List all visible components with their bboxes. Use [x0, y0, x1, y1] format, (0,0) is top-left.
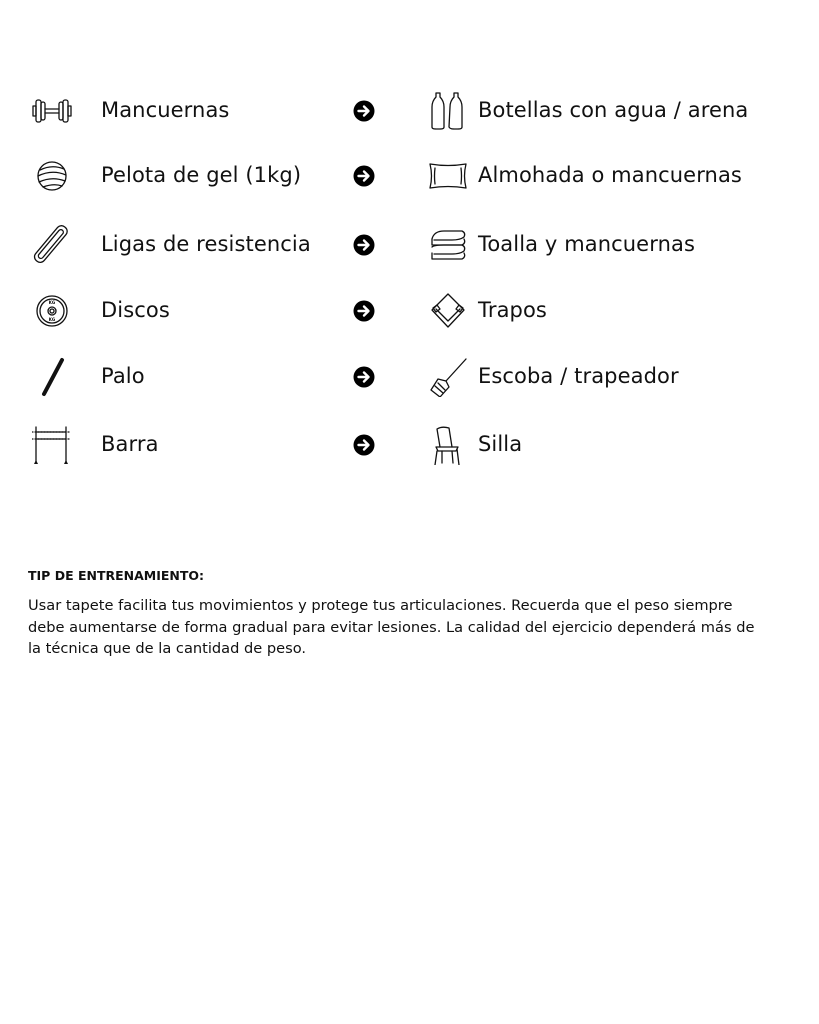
substitution-row — [0, 425, 819, 465]
arrow-right-circle-icon — [353, 434, 375, 456]
bottles-icon — [428, 91, 468, 131]
original-equipment-label: Mancuernas — [101, 98, 230, 122]
tip-title: TIP DE ENTRENAMIENTO: — [28, 568, 205, 583]
substitution-row — [0, 91, 819, 131]
substitute-equipment-label: Escoba / trapeador — [478, 364, 679, 388]
substitution-row — [0, 225, 819, 265]
bar-icon — [32, 425, 72, 465]
arrow-right-circle-icon — [353, 100, 375, 122]
broom-icon — [428, 357, 468, 397]
svg-text:KG: KG — [48, 300, 56, 305]
dumbbell-icon — [32, 91, 72, 131]
svg-text:KG: KG — [48, 317, 56, 322]
substitute-equipment-label: Almohada o mancuernas — [478, 163, 742, 187]
resistance-band-icon — [32, 225, 72, 265]
gel-ball-icon — [32, 156, 72, 196]
substitution-row — [0, 156, 819, 196]
substitute-equipment-label: Silla — [478, 432, 523, 456]
chair-icon — [428, 425, 468, 465]
substitute-equipment-label: Toalla y mancuernas — [478, 232, 695, 256]
pillow-icon — [428, 156, 468, 196]
original-equipment-label: Barra — [101, 432, 159, 456]
substitution-row — [0, 357, 819, 397]
substitution-row — [0, 291, 819, 331]
arrow-right-circle-icon — [353, 366, 375, 388]
arrow-right-circle-icon — [353, 165, 375, 187]
weight-plate-icon — [32, 291, 72, 331]
original-equipment-label: Ligas de resistencia — [101, 232, 311, 256]
arrow-right-circle-icon — [353, 300, 375, 322]
arrow-right-circle-icon — [353, 234, 375, 256]
original-equipment-label: Discos — [101, 298, 170, 322]
original-equipment-label: Palo — [101, 364, 145, 388]
original-equipment-label: Pelota de gel (1kg) — [101, 163, 302, 187]
substitute-equipment-label: Botellas con agua / arena — [478, 98, 749, 122]
rag-icon — [428, 291, 468, 331]
stick-icon — [32, 357, 72, 397]
tip-text: Usar tapete facilita tus movimientos y protege tus articulaciones. Recuerda que el peso siempre debe aumentarse de forma gradual para evitar lesiones. La calidad del ejercicio dependerá más de la técnica que de la cantidad de peso. — [28, 597, 755, 657]
substitute-equipment-label: Trapos — [478, 298, 547, 322]
towel-icon — [428, 225, 468, 265]
